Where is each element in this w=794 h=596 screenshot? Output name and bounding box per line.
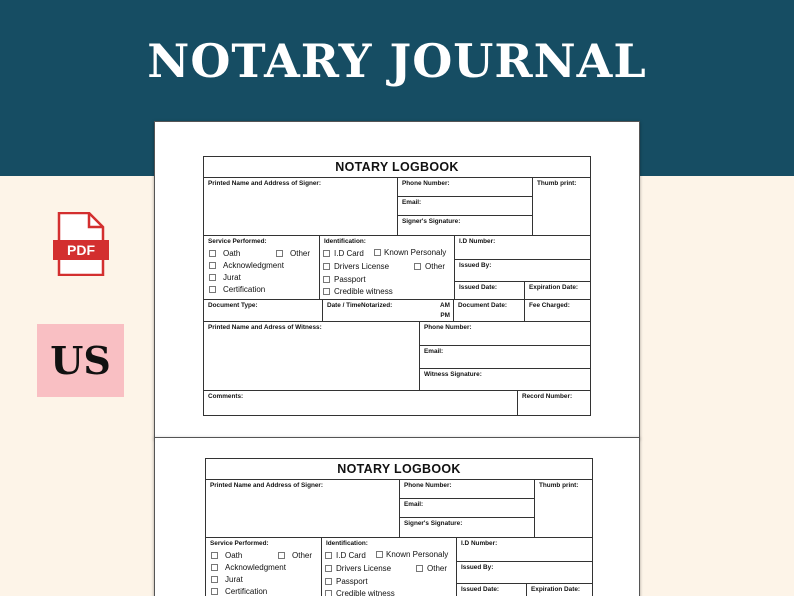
fee-charged-field[interactable]: Fee Charged:: [525, 300, 590, 322]
id-number-field[interactable]: I.D Number:: [455, 236, 590, 260]
signer-name-field[interactable]: Printed Name and Address of Signer:: [204, 178, 398, 236]
thumb-print-field[interactable]: Thumb print:: [533, 178, 590, 236]
service-other-checkbox[interactable]: Other: [276, 249, 310, 259]
am-label: AM: [440, 302, 450, 309]
expiration-date-field[interactable]: Expiration Date:: [525, 282, 590, 300]
id-other-checkbox[interactable]: Other: [416, 564, 447, 574]
id-card-checkbox[interactable]: I.D Card: [325, 551, 366, 561]
signer-signature-field[interactable]: Signer's Signature:: [400, 518, 535, 538]
service-other-checkbox[interactable]: Other: [278, 551, 312, 561]
signer-name-field[interactable]: Printed Name and Address of Signer:: [206, 480, 400, 538]
id-known-personally-checkbox[interactable]: Known Personaly: [376, 550, 448, 560]
id-other-checkbox[interactable]: Other: [414, 262, 445, 272]
record-number-field[interactable]: Record Number:: [522, 393, 573, 400]
country-badge: [37, 324, 124, 397]
pm-label: PM: [440, 312, 450, 319]
issued-date-field[interactable]: Issued Date:: [457, 584, 527, 596]
service-oath-checkbox[interactable]: Oath: [211, 551, 242, 561]
document-date-field[interactable]: Document Date:: [454, 300, 525, 322]
service-certification-checkbox[interactable]: Certification: [209, 285, 265, 295]
datetime-notarized-field[interactable]: Date / TimeNotarized: AM PM: [323, 300, 454, 322]
signer-signature-field[interactable]: Signer's Signature:: [398, 216, 533, 236]
pdf-icon: [53, 212, 109, 276]
identification-section: Identification: I.D Card Known Personaly Drivers License Other Passport Credible witness: [320, 236, 455, 300]
logbook-form: [205, 458, 593, 596]
service-jurat-checkbox[interactable]: Jurat: [211, 575, 243, 585]
signer-phone-field[interactable]: Phone Number:: [400, 480, 535, 499]
witness-signature-field[interactable]: Witness Signature:: [420, 369, 590, 391]
witness-email-field[interactable]: Email:: [420, 346, 590, 369]
logbook-title: NOTARY LOGBOOK: [206, 459, 592, 480]
issued-by-field[interactable]: Issued By:: [457, 562, 592, 584]
journal-page-2: [154, 437, 640, 596]
country-label: US: [50, 338, 111, 383]
signer-email-field[interactable]: Email:: [398, 197, 533, 216]
journal-page-1: [154, 121, 640, 439]
id-card-checkbox[interactable]: I.D Card: [323, 249, 364, 259]
id-passport-checkbox[interactable]: Passport: [323, 275, 366, 285]
id-credible-witness-checkbox[interactable]: Credible witness: [325, 589, 395, 596]
witness-name-field[interactable]: Printed Name and Adress of Witness:: [204, 322, 420, 391]
page-title: NOTARY JOURNAL: [147, 34, 647, 88]
service-certification-checkbox[interactable]: Certification: [211, 587, 267, 596]
service-oath-checkbox[interactable]: Oath: [209, 249, 240, 259]
issued-date-field[interactable]: Issued Date:: [455, 282, 525, 300]
service-jurat-checkbox[interactable]: Jurat: [209, 273, 241, 283]
id-number-field[interactable]: I.D Number:: [457, 538, 592, 562]
signer-email-field[interactable]: Email:: [400, 499, 535, 518]
id-known-personally-checkbox[interactable]: Known Personaly: [374, 248, 446, 258]
service-performed-section: Service Performed: Oath Other Acknowledgment Jurat Certification: [206, 538, 322, 596]
identification-section: Identification: I.D Card Known Personaly Drivers License Other Passport Credible witness: [322, 538, 457, 596]
logbook-form: [203, 156, 591, 416]
id-credible-witness-checkbox[interactable]: Credible witness: [323, 287, 393, 297]
document-type-field[interactable]: Document Type:: [204, 300, 323, 322]
thumb-print-field[interactable]: Thumb print:: [535, 480, 592, 538]
signer-phone-field[interactable]: Phone Number:: [398, 178, 533, 197]
service-performed-section: Service Performed: Oath Other Acknowledgment Jurat Certification: [204, 236, 320, 300]
id-passport-checkbox[interactable]: Passport: [325, 577, 368, 587]
pdf-label: PDF: [67, 242, 95, 258]
logbook-title: NOTARY LOGBOOK: [204, 157, 590, 178]
service-acknowledgment-checkbox[interactable]: Acknowledgment: [209, 261, 284, 271]
id-drivers-license-checkbox[interactable]: Drivers License: [325, 564, 391, 574]
witness-phone-field[interactable]: Phone Number:: [420, 322, 590, 346]
expiration-date-field[interactable]: Expiration Date:: [527, 584, 592, 596]
issued-by-field[interactable]: Issued By:: [455, 260, 590, 282]
id-drivers-license-checkbox[interactable]: Drivers License: [323, 262, 389, 272]
comments-field[interactable]: Comments:: [204, 391, 518, 415]
service-acknowledgment-checkbox[interactable]: Acknowledgment: [211, 563, 286, 573]
